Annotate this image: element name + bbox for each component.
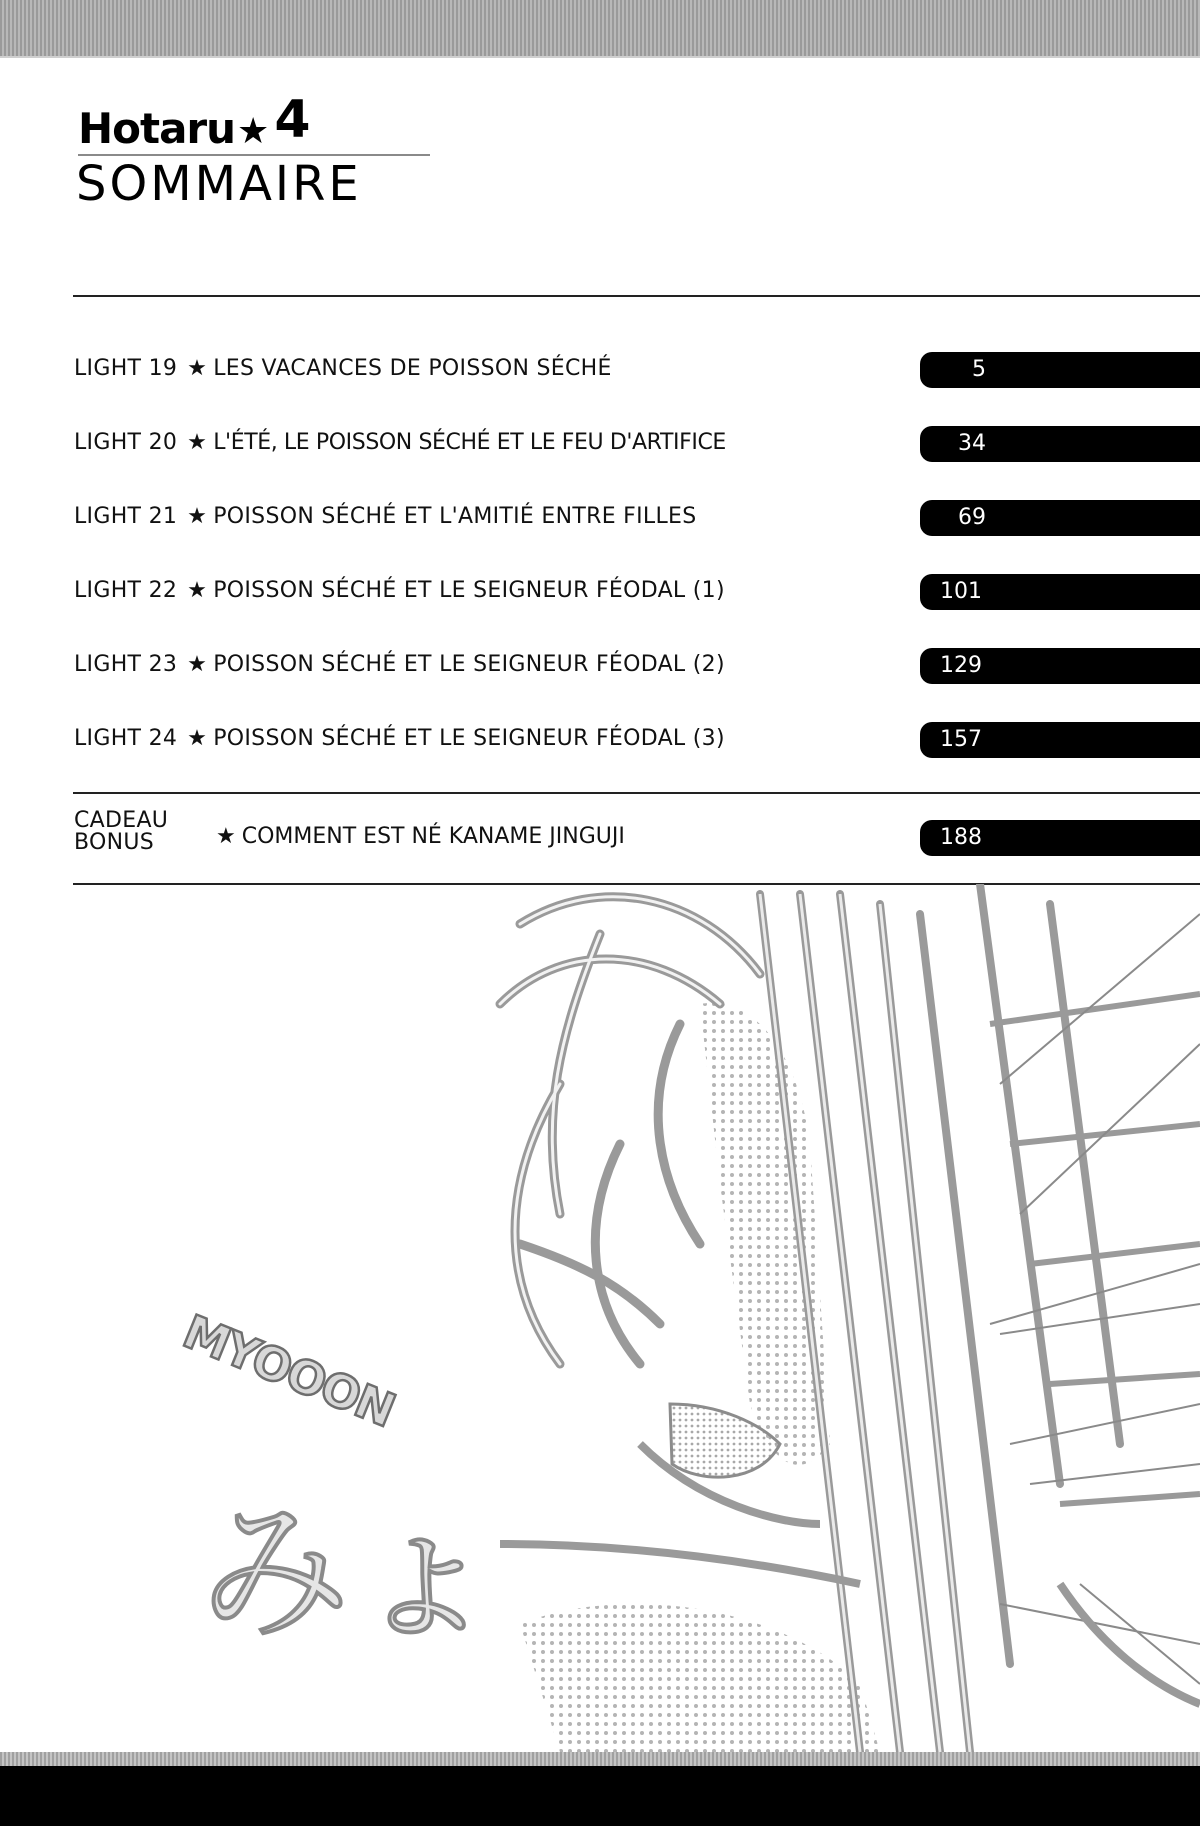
- toc-entry[interactable]: [74, 498, 1200, 538]
- toc-title: L'ÉTÉ, LE POISSON SÉCHÉ ET LE FEU D'ARTIFICE: [213, 430, 726, 455]
- star-icon: ★: [216, 824, 236, 849]
- toc-title: LES VACANCES DE POISSON SÉCHÉ: [213, 356, 612, 381]
- toc-divider-rule: [73, 792, 1200, 794]
- toc-entry[interactable]: [74, 350, 1200, 390]
- bottom-black-band: [0, 1766, 1200, 1826]
- toc-title: POISSON SÉCHÉ ET L'AMITIÉ ENTRE FILLES: [213, 504, 697, 529]
- toc-bonus-entry[interactable]: [74, 808, 1200, 858]
- toc-entry[interactable]: [74, 572, 1200, 612]
- page-number-pill: [920, 352, 1200, 388]
- toc-chapter: LIGHT 19: [74, 356, 178, 381]
- toc-entry[interactable]: [74, 424, 1200, 464]
- bonus-label-line1: CADEAU: [74, 808, 169, 833]
- star-icon: ★: [187, 652, 208, 677]
- bottom-halftone-strip: [0, 1752, 1200, 1766]
- toc-chapter: LIGHT 23: [74, 652, 178, 677]
- star-icon: ★: [187, 356, 208, 381]
- page-number: 188: [940, 825, 982, 850]
- sfx-myooon: [176, 1304, 401, 1437]
- top-halftone-band: [0, 0, 1200, 56]
- toc-title: POISSON SÉCHÉ ET LE SEIGNEUR FÉODAL (3): [213, 726, 725, 751]
- manga-illustration: [0, 884, 1200, 1752]
- page-number-pill: [920, 820, 1200, 856]
- page-number-pill: [920, 500, 1200, 536]
- sfx-kana: [200, 1486, 500, 1660]
- toc-title: POISSON SÉCHÉ ET LE SEIGNEUR FÉODAL (1): [213, 578, 725, 603]
- bonus-label-line2: BONUS: [74, 830, 155, 855]
- volume-number: 4: [274, 90, 310, 150]
- page-number-pill: [920, 722, 1200, 758]
- bonus-label: [74, 810, 168, 854]
- page-number: 69: [958, 505, 986, 530]
- toc-top-rule: [73, 295, 1200, 297]
- toc-entry[interactable]: [74, 646, 1200, 686]
- series-title: [78, 90, 310, 156]
- star-icon: ★: [237, 111, 269, 152]
- sfx-kana-text: みょ: [200, 1486, 501, 1660]
- page-number: 5: [972, 357, 986, 382]
- page-number-pill: [920, 574, 1200, 610]
- toc-entry[interactable]: [74, 720, 1200, 760]
- page-number: 129: [940, 653, 982, 678]
- sfx-latin: MYOOON: [175, 1304, 402, 1438]
- toc-chapter: LIGHT 24: [74, 726, 178, 751]
- star-icon: ★: [187, 504, 208, 529]
- page-title: SOMMAIRE: [76, 156, 362, 212]
- series-name: Hotaru: [78, 104, 236, 153]
- toc-title: COMMENT EST NÉ KANAME JINGUJI: [241, 824, 625, 849]
- toc-title: POISSON SÉCHÉ ET LE SEIGNEUR FÉODAL (2): [213, 652, 725, 677]
- page-number-pill: [920, 648, 1200, 684]
- star-icon: ★: [187, 726, 208, 751]
- star-icon: ★: [187, 430, 208, 455]
- toc-chapter: LIGHT 20: [74, 430, 178, 455]
- page-number-pill: [920, 426, 1200, 462]
- toc-chapter: LIGHT 21: [74, 504, 178, 529]
- toc-chapter: LIGHT 22: [74, 578, 178, 603]
- star-icon: ★: [187, 578, 208, 603]
- page-number: 157: [940, 727, 982, 752]
- page-number: 101: [940, 579, 982, 604]
- page-number: 34: [958, 431, 986, 456]
